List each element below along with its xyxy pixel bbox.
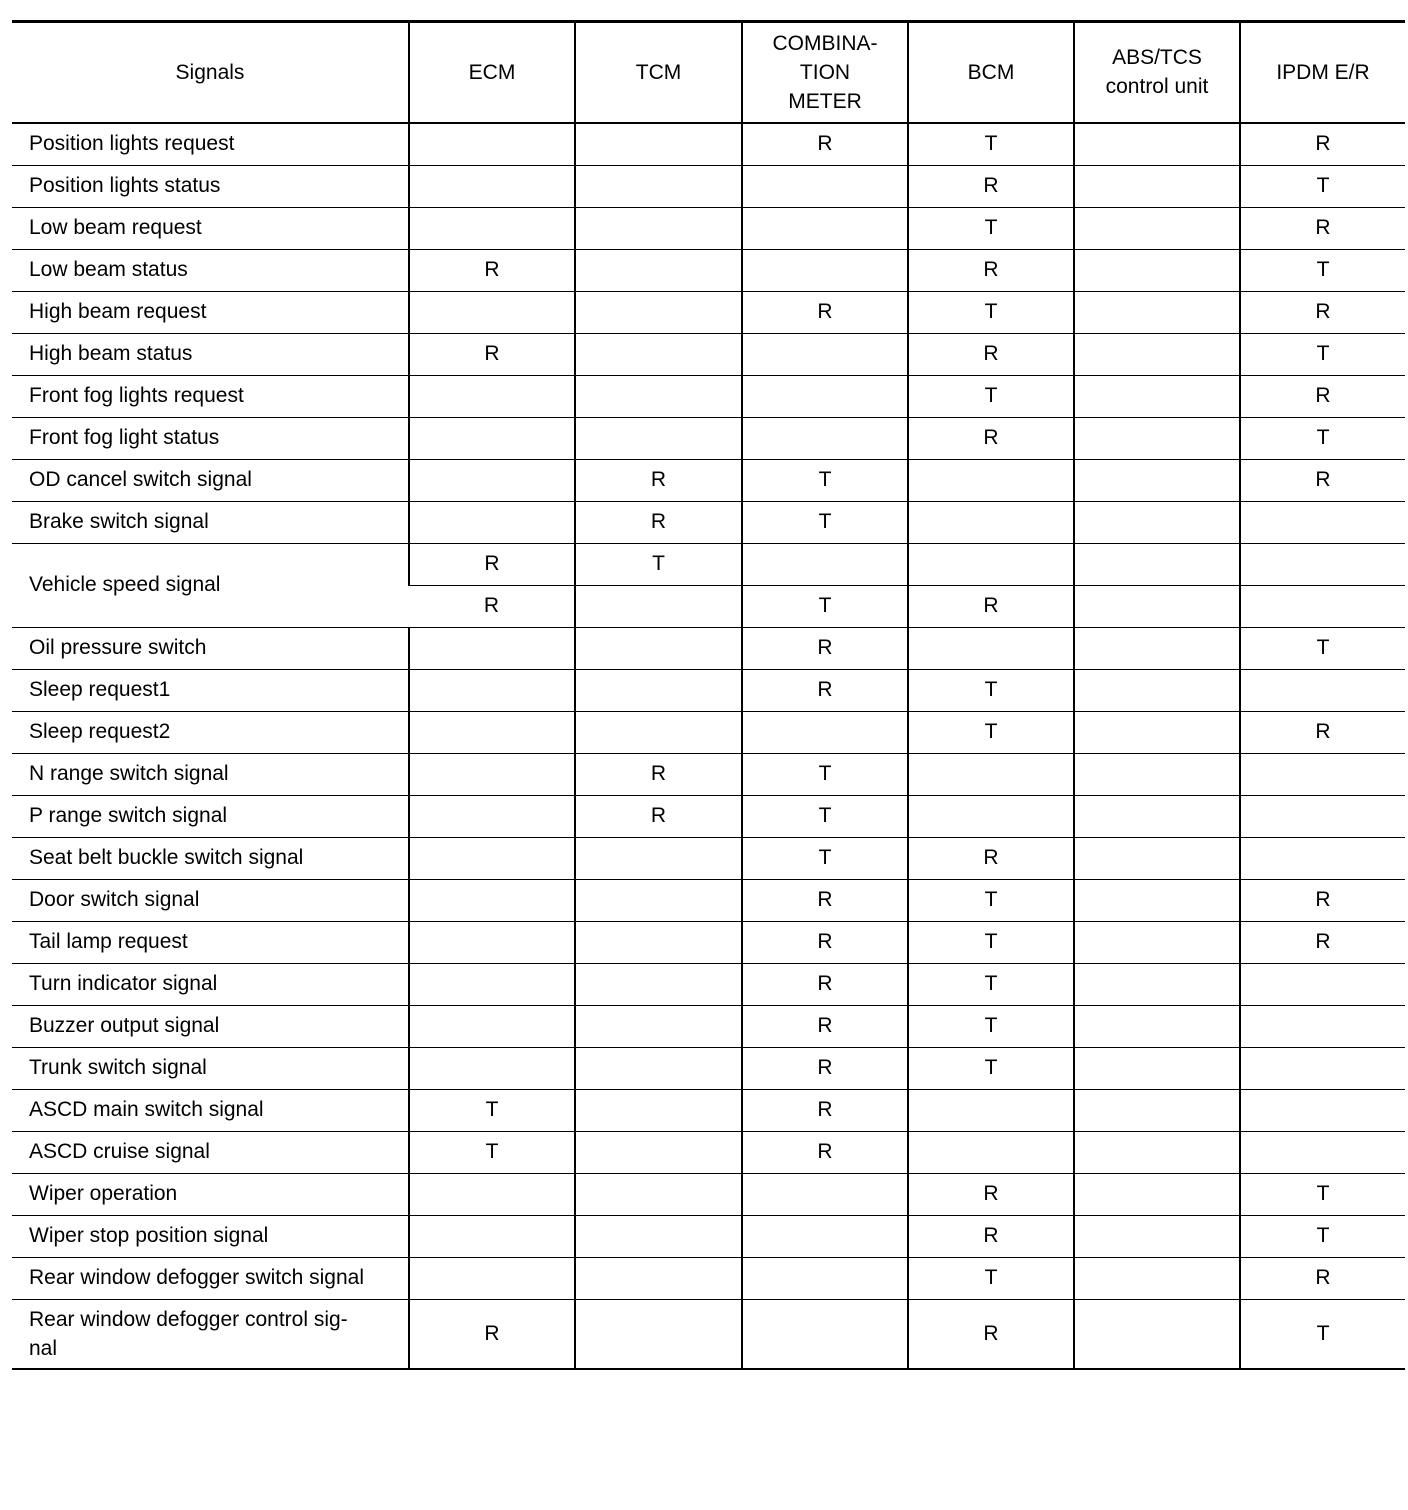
cell-bcm (908, 459, 1074, 501)
cell-ipdm-er: T (1240, 627, 1405, 669)
cell-tcm (575, 1173, 742, 1215)
signal-name: P range switch signal (12, 795, 409, 837)
signal-name: Vehicle speed signal (12, 543, 409, 627)
cell-bcm (908, 795, 1074, 837)
cell-tcm: R (575, 753, 742, 795)
cell-ecm (409, 795, 575, 837)
header-row (12, 22, 1405, 123)
cell-abs-tcs (1074, 501, 1240, 543)
cell-abs-tcs (1074, 123, 1240, 166)
table-row (12, 165, 1405, 207)
cell-combination-meter: R (742, 963, 908, 1005)
cell-ipdm-er: R (1240, 375, 1405, 417)
signal-name: ASCD main switch signal (12, 1089, 409, 1131)
table-row (12, 1089, 1405, 1131)
cell-tcm (575, 879, 742, 921)
cell-ipdm-er: T (1240, 333, 1405, 375)
signal-name: Seat belt buckle switch signal (12, 837, 409, 879)
cell-ipdm-er (1240, 1047, 1405, 1089)
header-tcm: TCM (575, 22, 742, 123)
cell-bcm: R (908, 333, 1074, 375)
cell-ipdm-er (1240, 669, 1405, 711)
cell-ecm: R (409, 249, 575, 291)
cell-abs-tcs (1074, 333, 1240, 375)
cell-combination-meter: T (742, 501, 908, 543)
cell-ipdm-er (1240, 1005, 1405, 1047)
cell-tcm (575, 963, 742, 1005)
cell-ecm (409, 753, 575, 795)
signal-name: OD cancel switch signal (12, 459, 409, 501)
cell-ipdm-er (1240, 543, 1405, 585)
cell-tcm (575, 207, 742, 249)
cell-abs-tcs (1074, 459, 1240, 501)
cell-combination-meter (742, 711, 908, 753)
cell-ipdm-er: T (1240, 1299, 1405, 1369)
table-header (12, 22, 1405, 123)
cell-ecm: T (409, 1089, 575, 1131)
table-row (12, 1257, 1405, 1299)
cell-tcm (575, 1131, 742, 1173)
cell-tcm (575, 333, 742, 375)
cell-abs-tcs (1074, 879, 1240, 921)
cell-ecm: R (409, 543, 575, 585)
cell-bcm: T (908, 123, 1074, 166)
signal-name: Rear window defogger control sig- nal (12, 1299, 409, 1369)
cell-combination-meter: T (742, 795, 908, 837)
signal-name: Sleep request2 (12, 711, 409, 753)
cell-ipdm-er: R (1240, 123, 1405, 166)
cell-tcm: T (575, 543, 742, 585)
cell-tcm (575, 165, 742, 207)
cell-tcm: R (575, 501, 742, 543)
cell-abs-tcs (1074, 1173, 1240, 1215)
table-row (12, 837, 1405, 879)
table-row (12, 1215, 1405, 1257)
cell-ipdm-er: T (1240, 417, 1405, 459)
signal-name: Position lights status (12, 165, 409, 207)
cell-ipdm-er: R (1240, 207, 1405, 249)
table-row (12, 963, 1405, 1005)
signal-name: Sleep request1 (12, 669, 409, 711)
cell-bcm: R (908, 1215, 1074, 1257)
cell-combination-meter (742, 1257, 908, 1299)
cell-ipdm-er: R (1240, 879, 1405, 921)
cell-ipdm-er: T (1240, 165, 1405, 207)
cell-ipdm-er: T (1240, 1173, 1405, 1215)
cell-ecm (409, 627, 575, 669)
cell-abs-tcs (1074, 627, 1240, 669)
cell-combination-meter: R (742, 1047, 908, 1089)
cell-combination-meter: R (742, 879, 908, 921)
cell-combination-meter: T (742, 585, 908, 627)
cell-tcm (575, 1257, 742, 1299)
cell-ecm (409, 1257, 575, 1299)
signal-name: Position lights request (12, 123, 409, 166)
cell-ipdm-er (1240, 753, 1405, 795)
cell-ipdm-er: R (1240, 711, 1405, 753)
cell-bcm: R (908, 1299, 1074, 1369)
signal-name: High beam request (12, 291, 409, 333)
cell-ipdm-er (1240, 963, 1405, 1005)
signal-name: Wiper stop position signal (12, 1215, 409, 1257)
cell-bcm (908, 1131, 1074, 1173)
cell-abs-tcs (1074, 753, 1240, 795)
cell-ecm (409, 501, 575, 543)
header-ipdm-er: IPDM E/R (1240, 22, 1405, 123)
cell-combination-meter (742, 417, 908, 459)
cell-combination-meter (742, 543, 908, 585)
cell-bcm: T (908, 291, 1074, 333)
table-row (12, 1047, 1405, 1089)
cell-abs-tcs (1074, 921, 1240, 963)
table-row (12, 1005, 1405, 1047)
cell-bcm (908, 501, 1074, 543)
cell-bcm: T (908, 1047, 1074, 1089)
cell-combination-meter (742, 375, 908, 417)
cell-ecm (409, 1005, 575, 1047)
cell-ecm (409, 921, 575, 963)
cell-tcm: R (575, 795, 742, 837)
cell-ipdm-er (1240, 1131, 1405, 1173)
table-row (12, 207, 1405, 249)
cell-abs-tcs (1074, 249, 1240, 291)
header-combination-meter: COMBINA- TION METER (742, 22, 908, 123)
cell-ipdm-er: T (1240, 249, 1405, 291)
cell-bcm: R (908, 837, 1074, 879)
cell-abs-tcs (1074, 1257, 1240, 1299)
cell-combination-meter: R (742, 291, 908, 333)
cell-combination-meter: R (742, 1131, 908, 1173)
cell-abs-tcs (1074, 291, 1240, 333)
signal-name: Door switch signal (12, 879, 409, 921)
cell-abs-tcs (1074, 1131, 1240, 1173)
cell-combination-meter (742, 1299, 908, 1369)
cell-combination-meter: T (742, 753, 908, 795)
cell-combination-meter (742, 1215, 908, 1257)
cell-ecm (409, 1215, 575, 1257)
cell-ecm (409, 1173, 575, 1215)
cell-bcm: T (908, 711, 1074, 753)
table-row (12, 669, 1405, 711)
cell-ecm: T (409, 1131, 575, 1173)
cell-abs-tcs (1074, 795, 1240, 837)
cell-ecm (409, 963, 575, 1005)
cell-ipdm-er: R (1240, 291, 1405, 333)
header-signals: Signals (12, 22, 409, 123)
signal-name: Rear window defogger switch signal (12, 1257, 409, 1299)
cell-tcm (575, 1299, 742, 1369)
cell-combination-meter: T (742, 459, 908, 501)
signal-name: Wiper operation (12, 1173, 409, 1215)
cell-ecm (409, 669, 575, 711)
table-row (12, 711, 1405, 753)
cell-bcm: T (908, 375, 1074, 417)
table-row (12, 795, 1405, 837)
cell-ipdm-er (1240, 501, 1405, 543)
cell-bcm (908, 753, 1074, 795)
cell-ecm: R (409, 333, 575, 375)
table-row (12, 123, 1405, 166)
cell-abs-tcs (1074, 417, 1240, 459)
cell-combination-meter (742, 249, 908, 291)
cell-combination-meter: R (742, 921, 908, 963)
cell-bcm: R (908, 417, 1074, 459)
cell-tcm (575, 417, 742, 459)
cell-abs-tcs (1074, 543, 1240, 585)
cell-ecm (409, 291, 575, 333)
cell-bcm: T (908, 963, 1074, 1005)
table-row (12, 375, 1405, 417)
cell-abs-tcs (1074, 165, 1240, 207)
signal-name: Oil pressure switch (12, 627, 409, 669)
cell-ecm (409, 207, 575, 249)
cell-bcm: R (908, 1173, 1074, 1215)
cell-abs-tcs (1074, 1005, 1240, 1047)
cell-abs-tcs (1074, 1215, 1240, 1257)
cell-tcm (575, 1005, 742, 1047)
cell-ipdm-er: T (1240, 1215, 1405, 1257)
cell-ipdm-er: R (1240, 1257, 1405, 1299)
cell-bcm: T (908, 207, 1074, 249)
cell-bcm: T (908, 879, 1074, 921)
signal-name: Buzzer output signal (12, 1005, 409, 1047)
cell-bcm: R (908, 165, 1074, 207)
cell-combination-meter: R (742, 1089, 908, 1131)
cell-ecm: R (409, 1299, 575, 1369)
cell-combination-meter: R (742, 669, 908, 711)
cell-tcm (575, 669, 742, 711)
cell-abs-tcs (1074, 585, 1240, 627)
cell-tcm (575, 1215, 742, 1257)
cell-ecm (409, 837, 575, 879)
table-row (12, 753, 1405, 795)
cell-bcm (908, 1089, 1074, 1131)
table-row (12, 879, 1405, 921)
cell-ipdm-er (1240, 1089, 1405, 1131)
cell-combination-meter (742, 165, 908, 207)
table-row (12, 543, 1405, 585)
cell-tcm (575, 291, 742, 333)
cell-tcm (575, 837, 742, 879)
cell-abs-tcs (1074, 207, 1240, 249)
cell-abs-tcs (1074, 1299, 1240, 1369)
cell-tcm: R (575, 459, 742, 501)
cell-abs-tcs (1074, 837, 1240, 879)
cell-combination-meter (742, 1173, 908, 1215)
cell-bcm: T (908, 1257, 1074, 1299)
cell-abs-tcs (1074, 669, 1240, 711)
cell-combination-meter: R (742, 627, 908, 669)
can-signal-table (12, 20, 1405, 1370)
header-bcm: BCM (908, 22, 1074, 123)
cell-bcm (908, 543, 1074, 585)
cell-bcm (908, 627, 1074, 669)
cell-combination-meter: R (742, 1005, 908, 1047)
table-row (12, 333, 1405, 375)
cell-combination-meter: R (742, 123, 908, 166)
signal-name: Low beam request (12, 207, 409, 249)
cell-tcm (575, 585, 742, 627)
table-body (12, 123, 1405, 1369)
table-row (12, 1299, 1405, 1369)
cell-combination-meter (742, 207, 908, 249)
cell-ecm (409, 1047, 575, 1089)
cell-abs-tcs (1074, 711, 1240, 753)
cell-ipdm-er (1240, 795, 1405, 837)
cell-tcm (575, 921, 742, 963)
signal-name: Low beam status (12, 249, 409, 291)
cell-abs-tcs (1074, 1047, 1240, 1089)
cell-ecm (409, 375, 575, 417)
cell-abs-tcs (1074, 1089, 1240, 1131)
cell-tcm (575, 711, 742, 753)
cell-combination-meter (742, 333, 908, 375)
signal-name: Brake switch signal (12, 501, 409, 543)
cell-bcm: T (908, 669, 1074, 711)
header-ecm: ECM (409, 22, 575, 123)
cell-bcm: T (908, 921, 1074, 963)
table-row (12, 921, 1405, 963)
cell-tcm (575, 375, 742, 417)
cell-bcm: T (908, 1005, 1074, 1047)
signal-name: Front fog light status (12, 417, 409, 459)
signal-name: High beam status (12, 333, 409, 375)
signal-name: Turn indicator signal (12, 963, 409, 1005)
table-row (12, 627, 1405, 669)
signal-name: ASCD cruise signal (12, 1131, 409, 1173)
signal-name: Trunk switch signal (12, 1047, 409, 1089)
cell-ecm (409, 879, 575, 921)
cell-ecm (409, 123, 575, 166)
cell-abs-tcs (1074, 963, 1240, 1005)
cell-combination-meter: T (742, 837, 908, 879)
cell-tcm (575, 249, 742, 291)
table-row (12, 249, 1405, 291)
table-row (12, 417, 1405, 459)
cell-ecm (409, 417, 575, 459)
cell-tcm (575, 1047, 742, 1089)
cell-ecm (409, 459, 575, 501)
cell-ipdm-er: R (1240, 459, 1405, 501)
cell-bcm: R (908, 249, 1074, 291)
signal-name: Tail lamp request (12, 921, 409, 963)
cell-abs-tcs (1074, 375, 1240, 417)
cell-bcm: R (908, 585, 1074, 627)
cell-ipdm-er: R (1240, 921, 1405, 963)
header-abs-tcs: ABS/TCS control unit (1074, 22, 1240, 123)
cell-tcm (575, 627, 742, 669)
cell-ecm: R (409, 585, 575, 627)
table-row (12, 1131, 1405, 1173)
signal-name: N range switch signal (12, 753, 409, 795)
cell-tcm (575, 123, 742, 166)
table-row (12, 459, 1405, 501)
table-row (12, 291, 1405, 333)
cell-ecm (409, 165, 575, 207)
table-row (12, 1173, 1405, 1215)
signal-name: Front fog lights request (12, 375, 409, 417)
cell-ecm (409, 711, 575, 753)
cell-ipdm-er (1240, 837, 1405, 879)
cell-ipdm-er (1240, 585, 1405, 627)
cell-tcm (575, 1089, 742, 1131)
table-row (12, 501, 1405, 543)
